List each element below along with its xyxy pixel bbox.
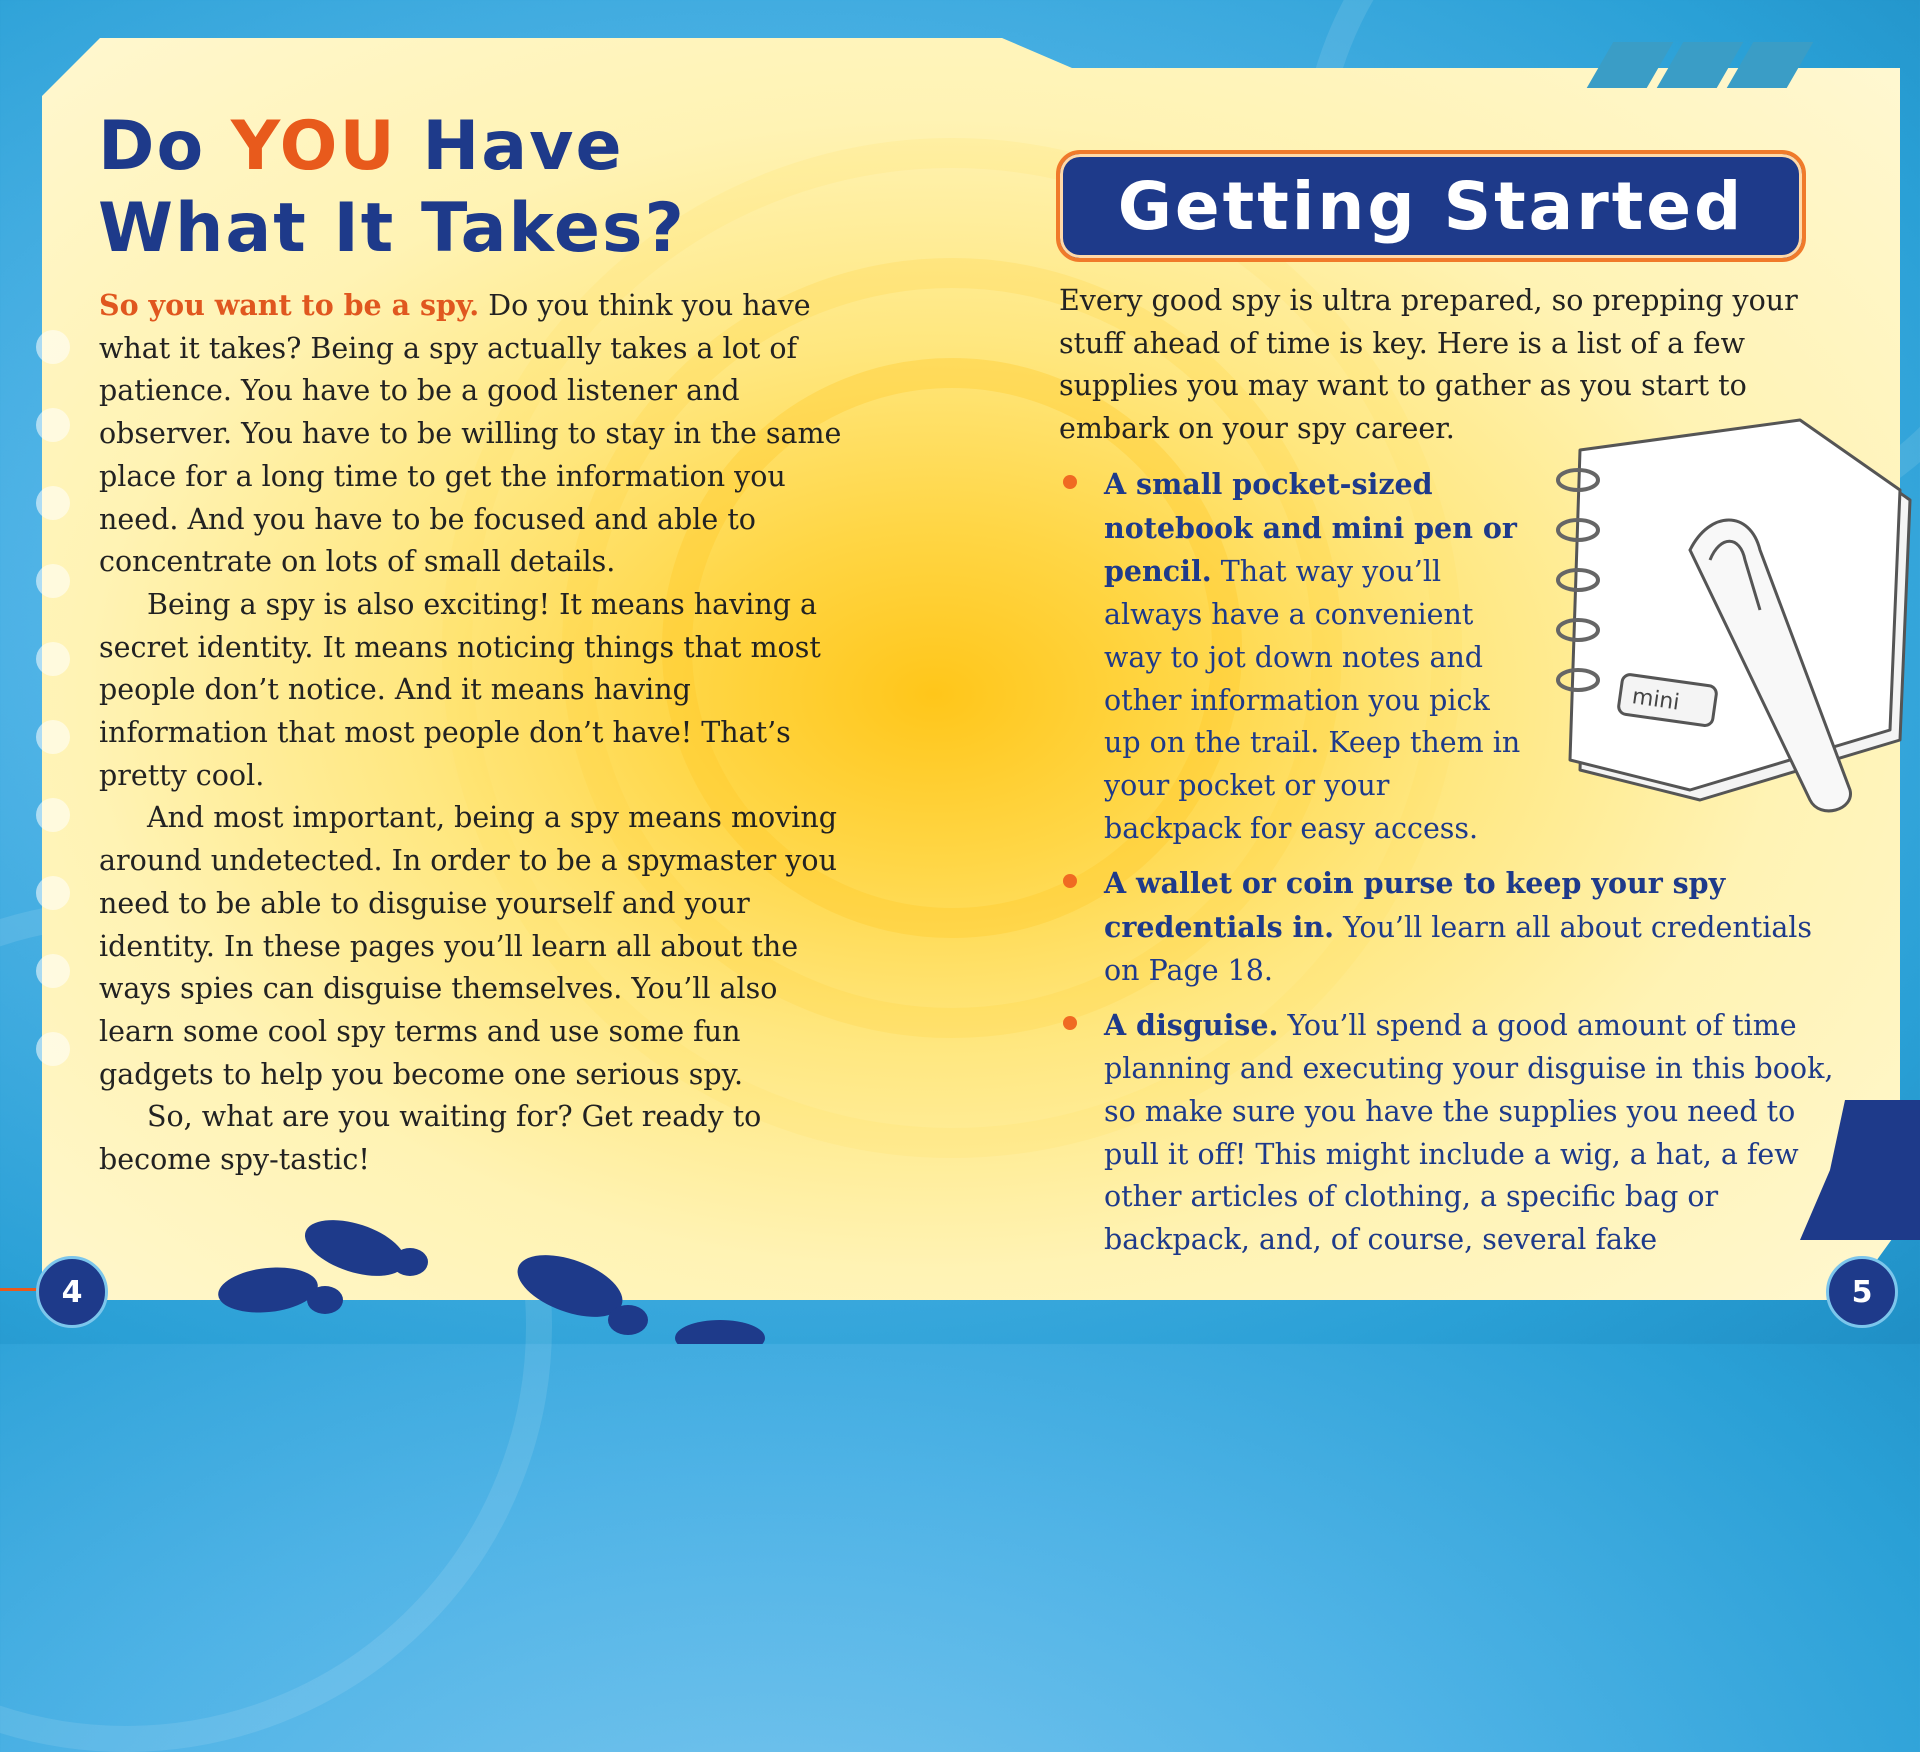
list-item-text: You’ll spend a good amount of time planning and executing your disguise in this book, so make sure you have the supplies you need to pull it off! This might include a wig, a hat, a few other articles of clothing, a specific bag or backpack, and, of course, several fake: [1104, 1009, 1834, 1256]
paragraph-1-text: Do you think you have what it takes? Being a spy actually takes a lot of patience. You have to be a good listener and observer. You have to be willing to stay in the same place for a long time to get the information you need. And you have to be focused and able to concentrate on lots of small details.: [99, 289, 842, 579]
title-part2: Have: [396, 107, 624, 186]
list-item: [1059, 1004, 1839, 1261]
notebook-illustration: [1500, 410, 1920, 830]
intro-text: Every good spy is ultra prepared, so prepping your stuff ahead of time is key. Here is a list of a few supplies you may want to gather as you start to embark on your spy career.: [1059, 284, 1798, 446]
list-item-text: That way you’ll always have a convenient way to jot down notes and other information you pick up on the trail. Keep them in your pocket or your backpack for easy access.: [1104, 555, 1521, 845]
paragraph-2: Being a spy is also exciting! It means having a secret identity. It means noticing things that most people don’t notice. And it means having information that most people don’t have! That’s pretty cool.: [99, 587, 821, 792]
edge-dots: [36, 330, 72, 1110]
title-line2: What It Takes?: [98, 189, 686, 268]
paragraph-3: And most important, being a spy means moving around undetected. In order to be a spymaster you need to be able to disguise yourself and your identity. In these pages you’ll learn all about the ways spies can disguise themselves. You’ll also learn some cool spy terms and use some fun gadgets to help you become one serious spy.: [99, 801, 837, 1091]
list-item-lead: A disguise.: [1104, 1008, 1279, 1043]
list-item: [1059, 862, 1839, 992]
getting-started-banner: [1056, 150, 1806, 262]
list-item-lead: A wallet or coin purse to keep your spy credentials in.: [1104, 866, 1726, 945]
page-number-left: 4: [36, 1256, 108, 1328]
left-body-text: [99, 284, 859, 1182]
corner-stripes: [1600, 42, 1800, 88]
list-item-lead: A small pocket-sized notebook and mini pen or pencil.: [1104, 467, 1517, 589]
paragraph-4: So, what are you waiting for? Get ready to become spy-tastic!: [99, 1100, 762, 1177]
page-title-left: [98, 106, 686, 270]
paragraph-1: [99, 284, 859, 584]
notebook-label: mini: [1630, 684, 1682, 716]
lead-text: So you want to be a spy.: [99, 288, 480, 322]
title-accent: YOU: [230, 107, 397, 186]
footprint-icon: [675, 1320, 765, 1344]
banner-title: Getting Started: [1117, 167, 1745, 245]
page-number-right: 5: [1826, 1256, 1898, 1328]
footprint-icon: [608, 1305, 648, 1335]
page-number-line: [0, 1288, 38, 1291]
title-part1: Do: [98, 107, 231, 186]
list-item-text: You’ll learn all about credentials on Page 18.: [1104, 911, 1813, 987]
